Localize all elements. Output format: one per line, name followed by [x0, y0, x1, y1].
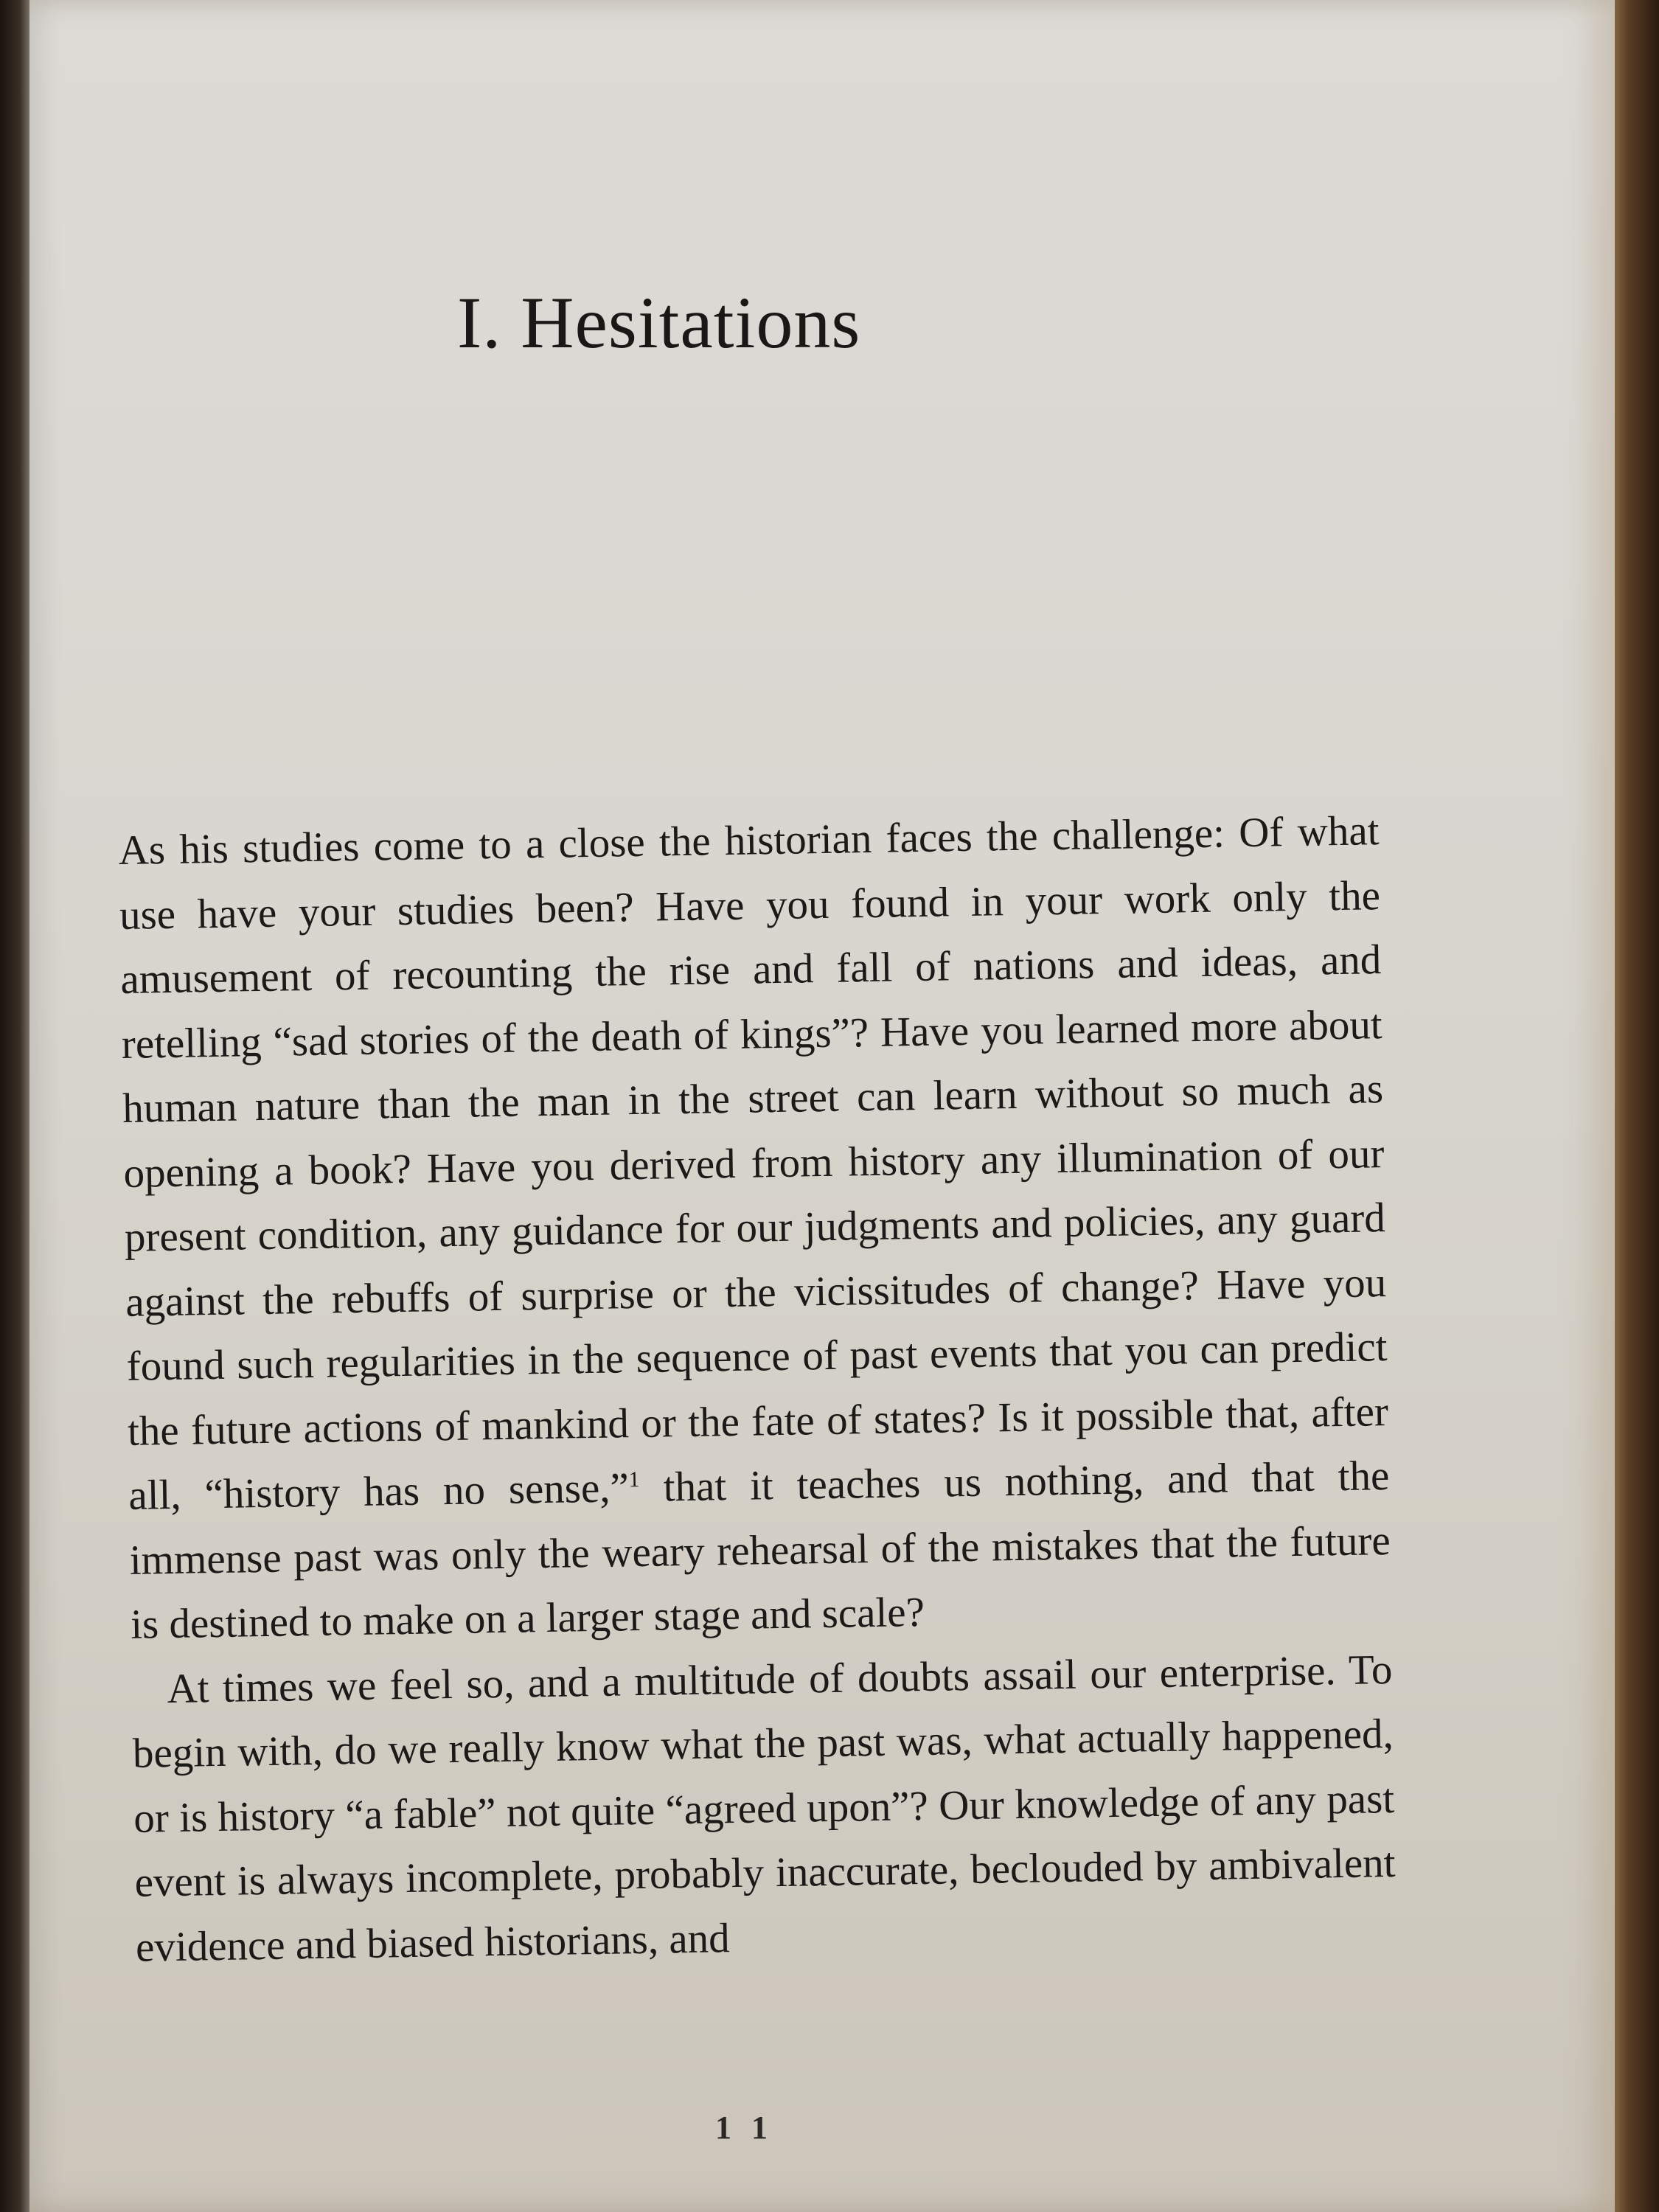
paragraph-1	[118, 799, 1392, 1657]
page-number: 1 1	[715, 2110, 773, 2146]
paragraph-2: At times we feel so, and a multitude of doubts assail our enterprise. To begin with, do we really know what the past was, what actually happened, or is history “a fable” not quite “agreed upon”? Our knowledge of any past event is always incomplete, probably inaccurate, beclouded by ambivalent evidence and biased historians, and	[132, 1646, 1396, 1971]
body-text	[118, 799, 1397, 1980]
footnote-marker: 1	[628, 1467, 640, 1492]
paragraph-1-text-continued: that it teaches us nothing, and that the immense past was only the weary rehearsal of the mistakes that the future is destined to make on a larger stage and scale?	[129, 1453, 1391, 1648]
paragraph-1-text: As his studies come to a close the historian faces the challenge: Of what use have your studies been? Have you found in your work only the amusement of recounting the rise and fall of nations and ideas, and retelling “sad stories of the death of kings”? Have you learned more about human nature than the man in the street can learn without so much as opening a book? Have you derived from history any illumination of our present condition, any guidance for our judgments and policies, any guard against the rebuffs of surprise or the vicissitudes of change? Have you found such regularities in the sequence of past events that you can predict the future actions of mankind or the fate of states? Is it possible that, after all, “history has no sense,”	[118, 807, 1389, 1519]
chapter-title: I. Hesitations	[457, 282, 861, 364]
book-page	[29, 0, 1615, 2212]
